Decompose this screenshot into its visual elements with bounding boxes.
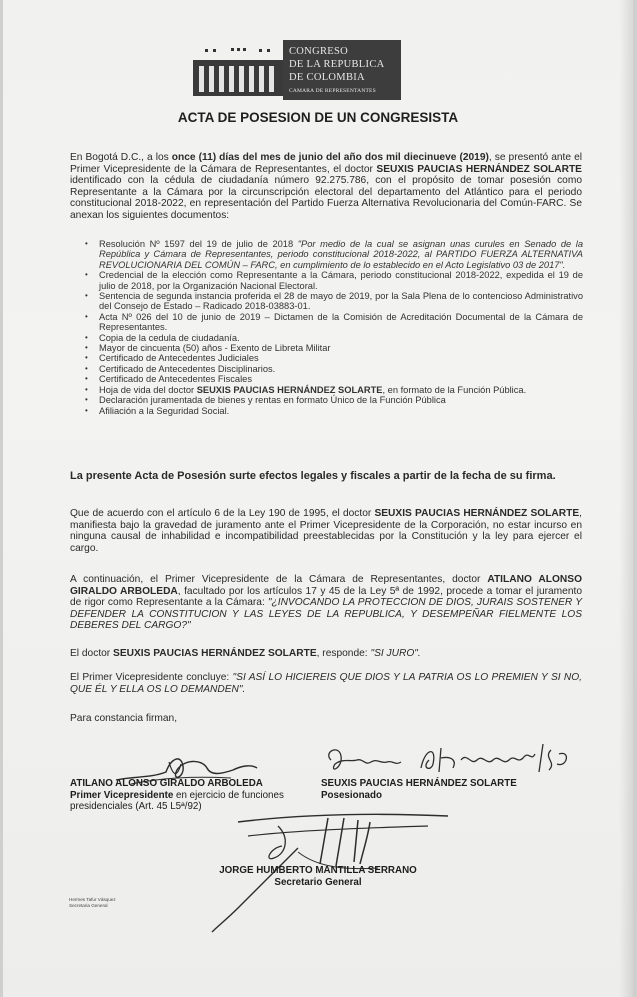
list-item: • Mayor de cincuenta (50) años - Exento de Libreta Militar <box>83 343 583 353</box>
legal-effects-paragraph: La presente Acta de Posesión surte efectos legales y fiscales a partir de la fecha de su firma. <box>70 470 556 482</box>
list-item: • Certificado de Antecedentes Judiciales <box>83 353 583 363</box>
list-item: • Afiliación a la Seguridad Social. <box>83 406 583 416</box>
capitol-columns-icon <box>191 48 283 98</box>
documents-list <box>83 239 583 416</box>
congressman-name: SEUXIS PAUCIAS HERNÁNDEZ SOLARTE <box>376 163 582 175</box>
signer-congressman-block <box>321 778 551 801</box>
list-item: • Credencial de la elección como Representante a la Cámara, periodo constitucional 2018-2022, expedida el 19 de julio de 2018, por la Organización Nacional Electoral. <box>83 270 583 291</box>
list-item: • Certificado de Antecedentes Disciplinarios. <box>83 364 583 374</box>
signer-role: Posesionado <box>321 789 382 801</box>
list-item: • Declaración juramentada de bienes y rentas en formato Único de la Función Pública <box>83 395 583 405</box>
signer-name: SEUXIS PAUCIAS HERNÁNDEZ SOLARTE <box>321 778 517 789</box>
list-item: • Acta Nº 026 del 10 de junio de 2019 – Dictamen de la Comisión de Acreditación Documental de la Cámara de Representantes. <box>83 312 583 333</box>
document-page <box>3 0 633 997</box>
document-title: ACTA DE POSESION DE UN CONGRESISTA <box>177 110 459 125</box>
list-item: • Copia de la cedula de ciudadanía. <box>83 333 583 343</box>
oath-paragraph: A continuación, el Primer Vicepresidente de la Cámara de Representantes, doctor ATILANO ALONSO GIRALDO ARBOLEDA, facultado por los artículos 17 y 45 de la Ley 5ª de 1992, procede a tomar el juramento de rigor como Representante a la Cámara: "¿INVOCANDO LA PROTECCION DE DIOS, JURAIS SOSTENER Y DEFENDER LA CONSTITUCION Y LAS LEYES DE LA REPUBLICA, Y DESEMPEÑAR FIELMENTE LOS DEBERES DEL CARGO?" <box>70 574 582 632</box>
response-paragraph: El doctor SEUXIS PAUCIAS HERNÁNDEZ SOLARTE, responde: "SI JURO". <box>70 648 421 659</box>
list-item: • Hoja de vida del doctor SEUXIS PAUCIAS HERNÁNDEZ SOLARTE, en formato de la Función Pública. <box>83 385 583 395</box>
signer-role: Secretario General <box>274 876 362 888</box>
logo-line-1: CONGRESO <box>289 46 348 57</box>
logo-line-3: DE COLOMBIA <box>289 72 365 83</box>
date-text: once (11) días del mes de junio del año dos mil diecinueve (2019) <box>171 152 489 163</box>
intro-paragraph: En Bogotá D.C., a los once (11) días del mes de junio del año dos mil diecinueve (2019), se presentó ante el Primer Vicepresidente de la Cámara de Representantes, el doctor SEUXIS PAUCIAS HERNÁNDEZ SOLARTE identificado con la cédula de ciudadanía número 92.275.786, con el propósito de tomar posesión como Representante a la Cámara por la circunscripción electoral del departamento del Atlántico para el periodo constitucional 2018-2022, en representación del Partido Fuerza Alternativa Revolucionaria del Común-FARC. Se anexan los siguientes documentos: <box>70 152 583 221</box>
logo-line-2: DE LA REPUBLICA <box>289 59 385 70</box>
list-item: • Certificado de Antecedentes Fiscales <box>83 374 583 384</box>
list-item: • Sentencia de segunda instancia proferida el 28 de mayo de 2019, por la Sala Plena de lo contencioso Administrativo del Consejo de Estado – Radicado 2018-03883-01. <box>83 291 583 312</box>
closing-line: Para constancia firman, <box>70 713 178 724</box>
signer-secretary-block <box>3 865 633 888</box>
list-item: • Resolución Nº 1597 del 19 de julio de 2018 "Por medio de la cual se asignan unas curules en Senado de la República y Cámara de Representantes, periodo constitucional 2018-2022, al PARTIDO FUERZA ALTERNATIVA REVOLUCIONARIA DEL COMÚN – FARC, en cumplimiento de lo establecido en el Acto Legislativo 03 de 2017". <box>83 239 583 270</box>
signer-role: Primer Vicepresidente en ejercicio de funciones presidenciales (Art. 45 L5ª/92) <box>70 789 284 813</box>
logo-line-4: CAMARA DE REPRESENTANTES <box>289 88 376 94</box>
congress-logo <box>191 36 407 102</box>
declaration-paragraph: Que de acuerdo con el artículo 6 de la Ley 190 de 1995, el doctor SEUXIS PAUCIAS HERNÁNDEZ SOLARTE, manifiesta bajo la gravedad de juramento ante el Primer Vicepresidente de la Corporación, no estar incurso en ninguna causal de inhabilidad e incompatibilidad preestablecidas por la Constitución y la ley para ejercer el cargo. <box>70 508 582 554</box>
drafter-initials: Hermes Tafur Vásquez Secretaria General <box>69 897 116 908</box>
signer-name: ATILANO ALONSO GIRALDO ARBOLEDA <box>70 778 263 789</box>
signer-name: JORGE HUMBERTO MANTILLA SERRANO <box>219 865 417 876</box>
logo-text-box <box>283 40 401 100</box>
conclusion-paragraph: El Primer Vicepresidente concluye: "SI ASÍ LO HICIEREIS QUE DIOS Y LA PATRIA OS LO PREMIEN Y SI NO, QUE ÉL Y ELLA OS LO DEMANDEN". <box>70 672 582 695</box>
